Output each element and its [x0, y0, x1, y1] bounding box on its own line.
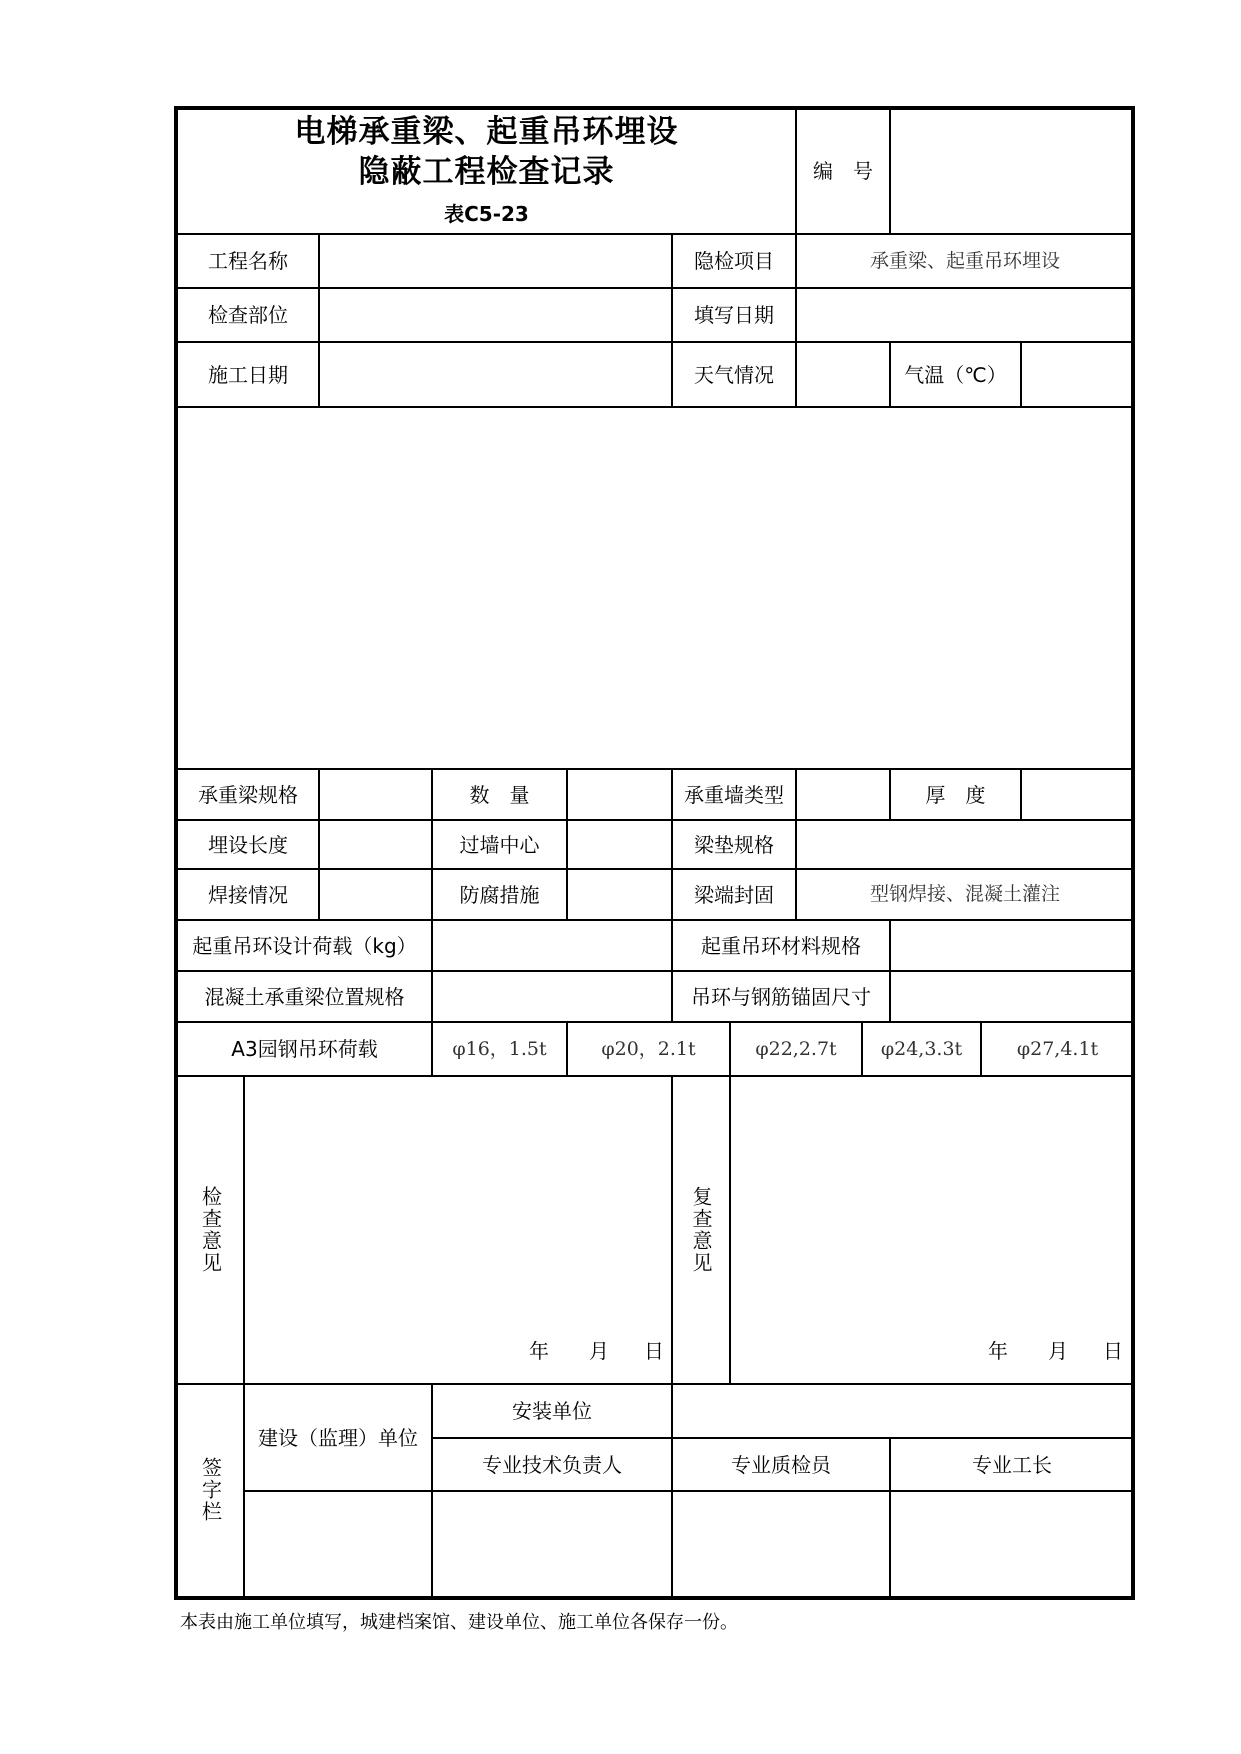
a3-ring-load-label: A3园钢吊环荷载: [231, 1037, 378, 1061]
install-unit-label: 安装单位: [512, 1399, 592, 1423]
hidden-item-field[interactable]: 承重梁、起重吊环埋设: [869, 249, 1060, 272]
embed-length-label: 埋设长度: [208, 832, 288, 857]
footnote: 本表由施工单位填写，城建档案馆、建设单位、施工单位各保存一份。: [180, 1612, 738, 1633]
ring-material-field[interactable]: [891, 921, 1133, 970]
inspection-content-area[interactable]: [178, 408, 1133, 768]
fill-date-label: 填写日期: [694, 303, 774, 327]
form-title-line1: 电梯承重梁、起重吊环埋设: [294, 114, 679, 151]
ring-anchor-field[interactable]: [891, 972, 1133, 1021]
serial-label: 编 号: [813, 158, 873, 183]
beam-end-label: 梁端封固: [694, 882, 774, 907]
inspect-part-field[interactable]: [320, 289, 671, 341]
construct-date-label: 施工日期: [208, 362, 288, 387]
a3-load-phi27: φ27,4.1t: [1016, 1037, 1099, 1060]
signature-section-label: 签字栏: [198, 1456, 223, 1523]
tech-lead-label: 专业技术负责人: [482, 1452, 622, 1477]
review-date: [988, 1335, 1123, 1364]
inspect-date: [529, 1335, 664, 1364]
fill-date-field[interactable]: [797, 289, 1133, 341]
foreman-label: 专业工长: [972, 1452, 1052, 1477]
wall-type-field[interactable]: [797, 770, 889, 819]
wall-center-field[interactable]: [568, 821, 671, 868]
thickness-label: 厚 度: [925, 782, 986, 807]
beam-spec-label: 承重梁规格: [198, 782, 298, 807]
qc-signature-field[interactable]: [673, 1492, 889, 1594]
weather-field[interactable]: [797, 343, 889, 406]
review-month: 月: [1048, 1339, 1068, 1363]
construct-date-field[interactable]: [320, 343, 671, 406]
hidden-item-label: 隐检项目: [694, 249, 774, 273]
weld-field[interactable]: [320, 870, 431, 919]
pad-spec-field[interactable]: [797, 821, 1133, 868]
qc-inspector-label: 专业质检员: [731, 1452, 831, 1477]
inspect-part-label: 检查部位: [208, 303, 288, 327]
review-day: 日: [1103, 1339, 1123, 1363]
beam-spec-field[interactable]: [320, 770, 431, 819]
anticorrosion-label: 防腐措施: [459, 882, 540, 907]
anticorrosion-field[interactable]: [568, 870, 671, 919]
ring-anchor-label: 吊环与钢筋锚固尺寸: [691, 984, 871, 1009]
inspect-month: 月: [589, 1339, 609, 1363]
ring-load-label: 起重吊环设计荷载（kg）: [192, 933, 417, 958]
ring-material-label: 起重吊环材料规格: [701, 933, 861, 958]
concrete-beam-field[interactable]: [433, 972, 671, 1021]
ring-load-field[interactable]: [433, 921, 671, 970]
review-opinion-label: 复查意见: [689, 1186, 713, 1274]
embed-length-field[interactable]: [320, 821, 431, 868]
review-year: 年: [988, 1339, 1008, 1363]
weather-label: 天气情况: [694, 362, 774, 387]
tech-lead-signature-field[interactable]: [433, 1492, 671, 1594]
wall-center-label: 过墙中心: [459, 832, 540, 857]
temperature-label: 气温（℃）: [904, 362, 1007, 387]
thickness-field[interactable]: [1022, 770, 1133, 819]
beam-end-field[interactable]: 型钢焊接、混凝土灌注: [869, 883, 1060, 906]
concrete-beam-label: 混凝土承重梁位置规格: [204, 984, 405, 1009]
install-unit-field[interactable]: [673, 1385, 1133, 1437]
pad-spec-label: 梁垫规格: [694, 832, 774, 857]
a3-load-phi24: φ24,3.3t: [880, 1037, 963, 1060]
quantity-field[interactable]: [568, 770, 671, 819]
weld-label: 焊接情况: [208, 882, 288, 907]
serial-field[interactable]: [891, 108, 1133, 233]
inspect-day: 日: [644, 1339, 664, 1363]
wall-type-label: 承重墙类型: [684, 782, 784, 807]
form-title-line2: 隐蔽工程检查记录: [358, 154, 615, 191]
inspect-year: 年: [529, 1339, 549, 1363]
inspect-opinion-label: 检查意见: [198, 1186, 223, 1274]
form-number: 表C5-23: [444, 202, 529, 226]
a3-load-phi16: φ16，1.5t: [452, 1037, 547, 1060]
temperature-field[interactable]: [1022, 343, 1133, 406]
a3-load-phi20: φ20，2.1t: [601, 1037, 696, 1060]
project-name-label: 工程名称: [208, 249, 288, 273]
a3-load-phi22: φ22,2.7t: [755, 1037, 837, 1060]
owner-supervisor-label: 建设（监理）单位: [258, 1425, 418, 1450]
project-name-field[interactable]: [320, 235, 671, 287]
foreman-signature-field[interactable]: [891, 1492, 1133, 1594]
owner-signature-field[interactable]: [245, 1492, 431, 1594]
quantity-label: 数 量: [469, 782, 530, 807]
